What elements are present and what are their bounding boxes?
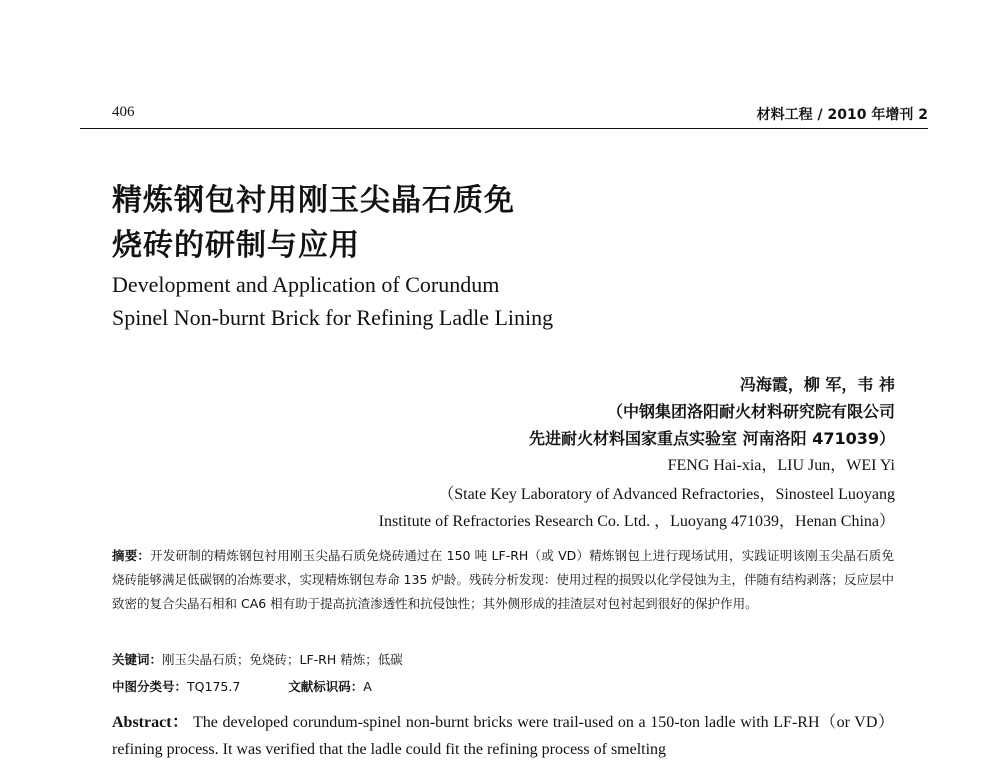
abstract-zh [112, 544, 894, 616]
keywords-label: 关键词： [112, 652, 163, 667]
title-en-line-1: Development and Application of Corundum [112, 272, 500, 297]
authors-zh: 冯海霞，柳 军，韦 祎 [739, 375, 895, 394]
authors-en: FENG Hai-xia，LIU Jun，WEI Yi [667, 457, 895, 474]
abstract-en [112, 709, 894, 763]
clc-value: TQ175.7 [187, 679, 241, 694]
affiliation-zh-line-1: （中钢集团洛阳耐火材料研究院有限公司 [606, 402, 895, 421]
title-zh-line-1: 精炼钢包衬用刚玉尖晶石质免 [112, 183, 515, 218]
abstract-en-text: The developed corundum-spinel non-burnt bricks were trail-used on a 150-ton ladle with LF-RH（or VD） refining process. It was verified that the ladle could fit the refining process of smelting [112, 714, 894, 758]
doc-code-label: 文献标识码： [288, 679, 364, 694]
page-number: 406 [112, 104, 135, 120]
affiliation-en-line-2: Institute of Refractories Research Co. Ltd. ，Luoyang 471039，Henan China） [378, 513, 895, 530]
title-zh-line-2: 烧砖的研制与应用 [112, 228, 360, 263]
clc-label: 中图分类号： [112, 679, 188, 694]
classification [112, 677, 372, 695]
header-divider [80, 128, 928, 129]
doc-code-value: A [363, 679, 372, 694]
journal-name: 材料工程 / 2010 年增刊 2 [756, 107, 928, 123]
abstract-zh-label: 摘要： [112, 548, 151, 563]
title-en-line-2: Spinel Non-burnt Brick for Refining Ladle Lining [112, 305, 554, 330]
abstract-en-label: Abstract： [112, 714, 189, 731]
keywords-text: 刚玉尖晶石质；免烧砖；LF-RH 精炼；低碳 [162, 652, 403, 667]
abstract-zh-text: 开发研制的精炼钢包衬用刚玉尖晶石质免烧砖通过在 150 吨 LF-RH（或 VD）精炼钢包上进行现场试用，实践证明该刚玉尖晶石质免烧砖能够满足低碳钢的冶炼要求，实现精炼钢包寿命 135 炉龄。残砖分析发现：使用过程的损毁以化学侵蚀为主，伴随有结构剥落；反应层中致密的复合尖晶石相和 CA6 相有助于提高抗渣渗透性和抗侵蚀性；其外侧形成的挂渣层对包衬起到很好的保护作用。 [112, 548, 894, 611]
keywords [112, 650, 403, 668]
affiliation-zh-line-2: 先进耐火材料国家重点实验室 河南洛阳 471039） [529, 429, 895, 448]
affiliation-en-line-1: （State Key Laboratory of Advanced Refractories，Sinosteel Luoyang [438, 486, 895, 503]
